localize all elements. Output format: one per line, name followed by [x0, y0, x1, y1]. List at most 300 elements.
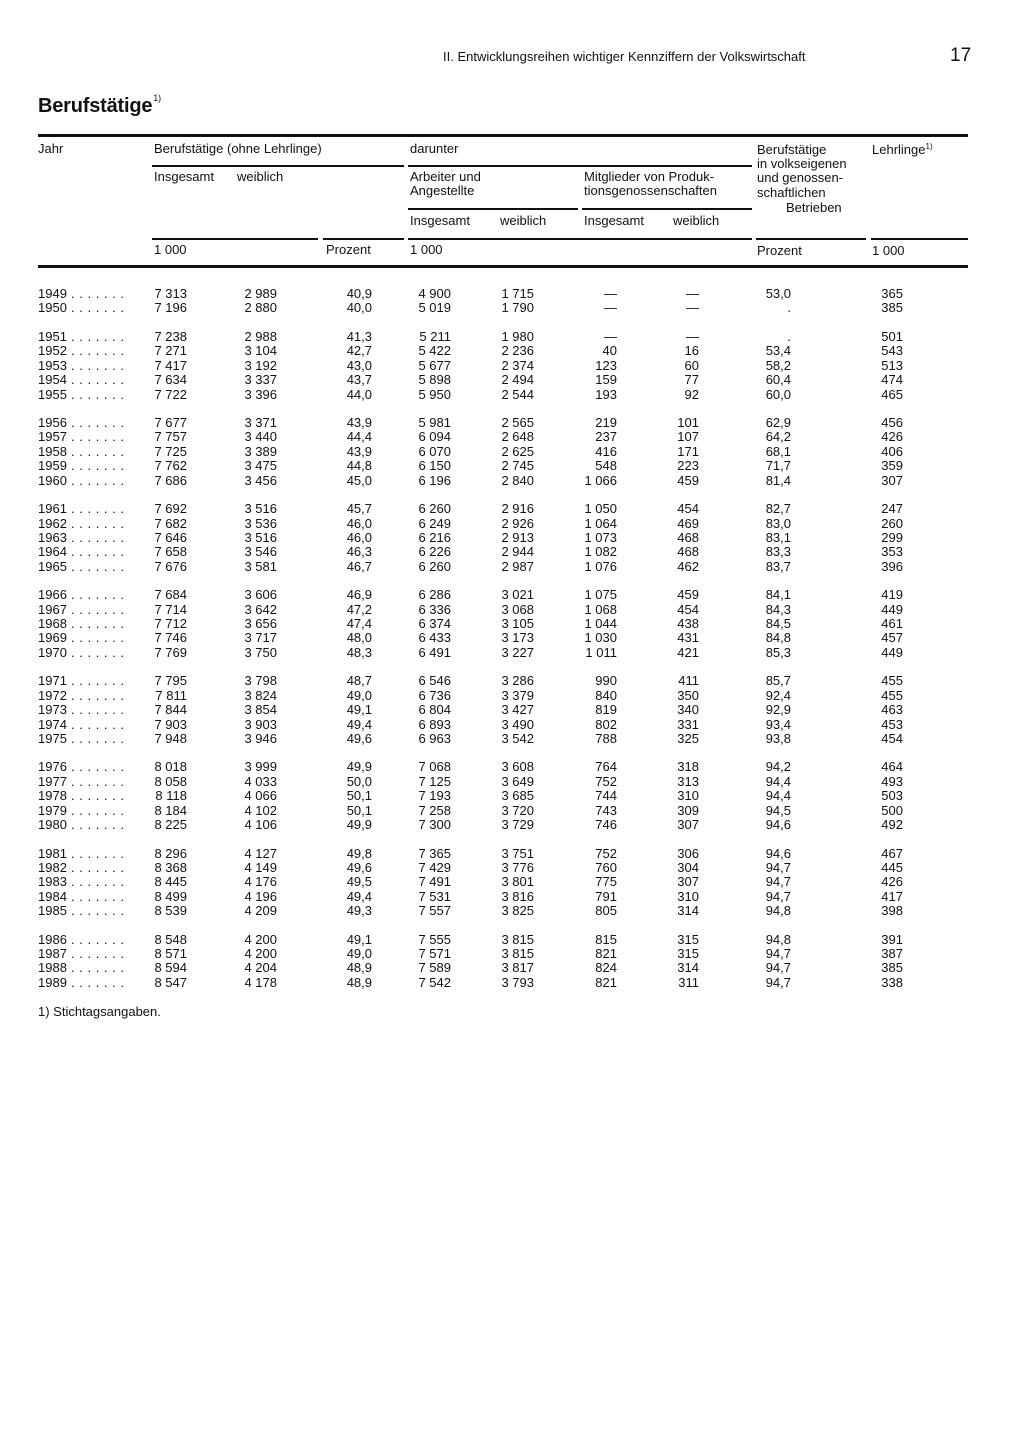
table-row	[0, 430, 1024, 444]
cell-mg-weiblich: 309	[677, 802, 699, 818]
cell-ab-insgesamt: 6 374	[418, 616, 451, 631]
cell-ab-insgesamt: 7 491	[418, 874, 451, 890]
cell-mg-insgesamt: 1 066	[584, 472, 617, 488]
cell-ab-insgesamt: 6 491	[418, 644, 451, 660]
cell-insgesamt: 8 548	[154, 931, 187, 947]
col-bv-line-1: Berufstätige	[757, 142, 827, 157]
col-mitglieder-line-1: Mitglieder von Produk-	[584, 169, 715, 184]
cell-ab-insgesamt: 5 422	[418, 343, 451, 359]
cell-ab-insgesamt: 7 258	[418, 802, 451, 818]
cell-lehrlinge: 461	[881, 616, 903, 631]
cell-insgesamt: 8 571	[154, 946, 187, 961]
cell-mg-insgesamt: 815	[595, 931, 617, 947]
cell-mg-weiblich: 454	[677, 601, 699, 617]
table-row	[0, 617, 1024, 631]
cell-mg-insgesamt: 760	[595, 859, 617, 875]
cell-insgesamt: 7 686	[154, 472, 187, 488]
cell-prozent: 43,7	[346, 372, 372, 388]
cell-ab-insgesamt: 6 963	[418, 730, 451, 746]
cell-weiblich: 3 192	[244, 357, 277, 373]
cell-ab-insgesamt: 5 211	[419, 328, 451, 344]
rule-arbeiter	[408, 208, 578, 210]
row-year: 1978 . . .	[38, 789, 125, 803]
row-year: 1957 . . .	[38, 430, 125, 444]
cell-weiblich: 3 854	[244, 702, 277, 718]
row-year: 1960 . . .	[38, 474, 125, 488]
row-year: 1970 . . .	[38, 646, 125, 660]
lehrlinge-footnote-mark: 1)	[925, 142, 933, 151]
cell-mg-insgesamt: —	[604, 300, 617, 316]
cell-ab-insgesamt: 6 249	[418, 515, 451, 531]
cell-mg-insgesamt: 1 076	[584, 558, 617, 574]
cell-weiblich: 3 475	[244, 458, 277, 474]
cell-insgesamt: 7 658	[154, 544, 187, 560]
cell-insgesamt: 8 594	[154, 960, 187, 976]
rule-unit-1000-b	[408, 238, 752, 240]
cell-weiblich: 4 196	[244, 888, 277, 904]
cell-mg-weiblich: 421	[677, 644, 699, 660]
cell-weiblich: 3 516	[244, 529, 277, 545]
table-row	[0, 416, 1024, 430]
cell-insgesamt: 8 499	[154, 888, 187, 904]
cell-bv-prozent: 83,0	[765, 515, 791, 531]
cell-prozent: 44,0	[346, 386, 372, 402]
cell-ab-weiblich: 3 427	[501, 702, 534, 718]
cell-ab-insgesamt: 7 429	[418, 859, 451, 875]
cell-prozent: 46,0	[346, 529, 372, 545]
row-year: 1972 . . .	[38, 689, 125, 703]
cell-mg-insgesamt: 819	[595, 702, 617, 718]
table-row	[0, 961, 1024, 975]
row-year: 1971 . . .	[38, 674, 125, 688]
cell-insgesamt: 8 547	[154, 974, 187, 990]
cell-insgesamt: 7 757	[154, 429, 187, 445]
cell-weiblich: 3 516	[244, 501, 277, 517]
cell-insgesamt: 7 762	[154, 458, 187, 474]
cell-lehrlinge: 417	[881, 888, 903, 904]
cell-mg-insgesamt: 219	[595, 415, 617, 430]
cell-bv-prozent: 58,2	[765, 357, 791, 373]
col-ab-insgesamt: Insgesamt	[410, 213, 470, 228]
cell-mg-insgesamt: 159	[595, 372, 617, 388]
cell-prozent: 41,3	[346, 328, 372, 344]
col-mg-weiblich: weiblich	[673, 213, 720, 228]
cell-mg-insgesamt: 416	[595, 443, 617, 459]
cell-mg-weiblich: 468	[677, 544, 699, 560]
cell-insgesamt: 7 722	[154, 386, 187, 402]
cell-weiblich: 3 104	[244, 343, 277, 359]
cell-weiblich: 3 440	[244, 429, 277, 445]
cell-lehrlinge: 503	[881, 788, 903, 804]
cell-lehrlinge: 543	[881, 343, 903, 359]
cell-ab-insgesamt: 6 260	[418, 501, 451, 517]
cell-insgesamt: 7 725	[154, 443, 187, 459]
cell-lehrlinge: 307	[881, 472, 903, 488]
table-row	[0, 531, 1024, 545]
cell-ab-insgesamt: 7 300	[418, 817, 451, 832]
cell-prozent: 49,6	[346, 730, 372, 746]
cell-ab-weiblich: 3 021	[501, 587, 534, 603]
cell-mg-weiblich: 459	[677, 472, 699, 488]
cell-lehrlinge: 391	[881, 931, 903, 947]
cell-weiblich: 4 178	[244, 974, 277, 990]
cell-lehrlinge: 299	[881, 529, 903, 545]
cell-weiblich: 3 798	[244, 673, 277, 689]
cell-ab-insgesamt: 7 193	[418, 788, 451, 804]
cell-weiblich: 4 102	[244, 802, 277, 818]
row-year: 1963 . . .	[38, 531, 125, 545]
cell-prozent: 49,9	[346, 759, 372, 775]
cell-prozent: 49,6	[346, 859, 372, 875]
cell-weiblich: 3 337	[244, 372, 277, 388]
cell-insgesamt: 7 238	[154, 328, 187, 344]
cell-mg-weiblich: —	[686, 286, 699, 301]
cell-ab-weiblich: 2 745	[501, 458, 534, 474]
cell-weiblich: 3 546	[244, 544, 277, 560]
cell-lehrlinge: 474	[881, 372, 903, 388]
cell-ab-weiblich: 3 817	[501, 960, 534, 976]
cell-prozent: 50,0	[346, 773, 372, 789]
cell-weiblich: 4 204	[244, 960, 277, 976]
table-row	[0, 330, 1024, 344]
cell-prozent: 49,1	[346, 702, 372, 718]
cell-mg-weiblich: 107	[677, 429, 699, 445]
cell-insgesamt: 7 903	[154, 716, 187, 732]
table-row	[0, 674, 1024, 688]
cell-bv-prozent: .	[787, 300, 791, 316]
cell-mg-insgesamt: 791	[595, 888, 617, 904]
cell-weiblich: 3 717	[244, 630, 277, 646]
cell-ab-insgesamt: 7 125	[418, 773, 451, 789]
cell-prozent: 47,4	[346, 616, 372, 631]
cell-bv-prozent: 94,7	[765, 960, 791, 976]
cell-mg-insgesamt: 990	[595, 673, 617, 689]
cell-prozent: 49,0	[346, 946, 372, 961]
cell-mg-weiblich: 431	[677, 630, 699, 646]
table-row	[0, 718, 1024, 732]
row-year: 1979 . . .	[38, 804, 125, 818]
cell-mg-weiblich: 350	[677, 687, 699, 703]
cell-mg-weiblich: 325	[677, 730, 699, 746]
cell-mg-insgesamt: 821	[595, 946, 617, 961]
cell-lehrlinge: 455	[881, 687, 903, 703]
cell-ab-weiblich: 1 715	[501, 286, 534, 301]
cell-mg-insgesamt: —	[604, 286, 617, 301]
cell-bv-prozent: 94,7	[765, 946, 791, 961]
cell-mg-weiblich: 171	[677, 443, 699, 459]
table-row	[0, 474, 1024, 488]
cell-bv-prozent: 94,6	[765, 845, 791, 861]
cell-prozent: 49,0	[346, 687, 372, 703]
cell-lehrlinge: 454	[881, 730, 903, 746]
row-year: 1973 . . .	[38, 703, 125, 717]
cell-ab-insgesamt: 4 900	[418, 286, 451, 301]
cell-mg-weiblich: —	[686, 328, 699, 344]
table-row	[0, 545, 1024, 559]
cell-mg-weiblich: 314	[677, 960, 699, 976]
table-row	[0, 847, 1024, 861]
col-lehrlinge-label: Lehrlinge	[872, 142, 926, 157]
cell-insgesamt: 8 118	[155, 788, 187, 804]
row-year: 1968 . . .	[38, 617, 125, 631]
cell-mg-insgesamt: 1 011	[585, 644, 617, 660]
cell-mg-insgesamt: 752	[595, 845, 617, 861]
row-year: 1958 . . .	[38, 445, 125, 459]
cell-mg-insgesamt: 123	[595, 357, 617, 373]
cell-ab-insgesamt: 7 531	[418, 888, 451, 904]
rule-unit-prozent-a	[323, 238, 404, 240]
cell-ab-weiblich: 2 374	[501, 357, 534, 373]
cell-lehrlinge: 385	[881, 300, 903, 316]
cell-ab-insgesamt: 7 365	[418, 845, 451, 861]
cell-mg-weiblich: 454	[677, 501, 699, 517]
cell-ab-weiblich: 2 916	[501, 501, 534, 517]
col-bv-line-5: Betrieben	[786, 200, 842, 215]
cell-mg-insgesamt: 1 044	[584, 616, 617, 631]
cell-mg-insgesamt: 840	[595, 687, 617, 703]
page-number: 17	[950, 45, 972, 66]
cell-lehrlinge: 419	[881, 587, 903, 603]
cell-mg-weiblich: 77	[684, 372, 699, 388]
cell-ab-insgesamt: 6 070	[418, 443, 451, 459]
cell-ab-weiblich: 3 801	[501, 874, 534, 890]
cell-insgesamt: 8 225	[154, 817, 187, 832]
cell-lehrlinge: 463	[881, 702, 903, 718]
cell-ab-insgesamt: 7 557	[418, 903, 451, 919]
cell-mg-weiblich: 438	[677, 616, 699, 631]
cell-lehrlinge: 426	[881, 429, 903, 445]
table-row	[0, 890, 1024, 904]
cell-insgesamt: 7 271	[154, 343, 187, 359]
cell-prozent: 45,7	[346, 501, 372, 517]
table-row	[0, 789, 1024, 803]
cell-ab-insgesamt: 5 019	[418, 300, 451, 316]
row-year: 1980 . . .	[38, 818, 125, 832]
cell-prozent: 40,0	[346, 300, 372, 316]
cell-ab-insgesamt: 5 898	[418, 372, 451, 388]
cell-bv-prozent: 94,7	[765, 974, 791, 990]
cell-insgesamt: 7 795	[154, 673, 187, 689]
cell-bv-prozent: 92,9	[765, 702, 791, 718]
table-row	[0, 775, 1024, 789]
cell-bv-prozent: 62,9	[765, 415, 791, 430]
cell-ab-weiblich: 2 625	[501, 443, 534, 459]
table-row	[0, 703, 1024, 717]
cell-mg-insgesamt: 237	[595, 429, 617, 445]
table-row	[0, 760, 1024, 774]
row-year: 1962 . . .	[38, 517, 125, 531]
table-row	[0, 359, 1024, 373]
cell-ab-weiblich: 3 815	[501, 946, 534, 961]
cell-mg-insgesamt: 764	[595, 759, 617, 775]
cell-mg-insgesamt: 1 064	[584, 515, 617, 531]
cell-mg-insgesamt: 1 050	[584, 501, 617, 517]
cell-prozent: 44,4	[346, 429, 372, 445]
page-title-text: Berufstätige	[38, 95, 153, 117]
cell-ab-insgesamt: 7 068	[418, 759, 451, 775]
cell-bv-prozent: 84,3	[765, 601, 791, 617]
row-year: 1984 . . .	[38, 890, 125, 904]
row-year: 1959 . . .	[38, 459, 125, 473]
cell-mg-weiblich: 313	[677, 773, 699, 789]
cell-ab-weiblich: 3 286	[501, 673, 534, 689]
unit-1000-a: 1 000	[154, 242, 187, 257]
cell-lehrlinge: 445	[881, 859, 903, 875]
unit-1000-b: 1 000	[410, 242, 443, 257]
cell-weiblich: 2 988	[244, 328, 277, 344]
cell-weiblich: 4 176	[244, 874, 277, 890]
cell-ab-weiblich: 2 987	[501, 558, 534, 574]
cell-lehrlinge: 353	[881, 544, 903, 560]
cell-ab-insgesamt: 5 981	[418, 415, 451, 430]
row-year: 1955 . . .	[38, 388, 125, 402]
cell-ab-insgesamt: 6 546	[418, 673, 451, 689]
cell-mg-weiblich: 331	[677, 716, 699, 732]
cell-lehrlinge: 464	[881, 759, 903, 775]
cell-lehrlinge: 398	[881, 903, 903, 919]
cell-ab-weiblich: 2 926	[501, 515, 534, 531]
table-row	[0, 301, 1024, 315]
cell-lehrlinge: 260	[881, 515, 903, 531]
row-year: 1989 . . .	[38, 976, 125, 990]
cell-mg-insgesamt: 824	[595, 960, 617, 976]
cell-insgesamt: 7 692	[154, 501, 187, 517]
table-row	[0, 344, 1024, 358]
cell-ab-weiblich: 2 944	[501, 544, 534, 560]
row-year: 1977 . . .	[38, 775, 125, 789]
row-year: 1964 . . .	[38, 545, 125, 559]
cell-bv-prozent: 94,8	[765, 931, 791, 947]
table-row	[0, 603, 1024, 617]
row-year: 1966 . . .	[38, 588, 125, 602]
row-year: 1981 . . .	[38, 847, 125, 861]
cell-insgesamt: 8 539	[154, 903, 187, 919]
table-row	[0, 459, 1024, 473]
cell-ab-weiblich: 3 815	[501, 931, 534, 947]
cell-ab-insgesamt: 6 226	[418, 544, 451, 560]
cell-ab-weiblich: 2 840	[501, 472, 534, 488]
cell-mg-weiblich: 304	[677, 859, 699, 875]
unit-prozent-b: Prozent	[757, 243, 802, 258]
cell-lehrlinge: 387	[881, 946, 903, 961]
cell-ab-weiblich: 2 913	[501, 529, 534, 545]
cell-bv-prozent: 60,0	[765, 386, 791, 402]
row-year: 1985 . . .	[38, 904, 125, 918]
cell-ab-weiblich: 3 542	[501, 730, 534, 746]
cell-weiblich: 4 127	[244, 845, 277, 861]
rule-unit-1000-c	[871, 238, 968, 240]
cell-prozent: 45,0	[346, 472, 372, 488]
cell-lehrlinge: 426	[881, 874, 903, 890]
cell-ab-weiblich: 2 494	[501, 372, 534, 388]
row-year: 1976 . . .	[38, 760, 125, 774]
col-weiblich: weiblich	[237, 169, 284, 184]
cell-ab-weiblich: 3 720	[501, 802, 534, 818]
cell-weiblich: 3 456	[244, 472, 277, 488]
cell-insgesamt: 7 746	[154, 630, 187, 646]
cell-weiblich: 4 066	[244, 788, 277, 804]
cell-lehrlinge: 338	[881, 974, 903, 990]
cell-lehrlinge: 465	[881, 386, 903, 402]
cell-ab-insgesamt: 7 589	[418, 960, 451, 976]
cell-weiblich: 4 200	[244, 946, 277, 961]
cell-prozent: 49,5	[346, 874, 372, 890]
table-row	[0, 388, 1024, 402]
table-row	[0, 560, 1024, 574]
cell-ab-insgesamt: 5 677	[418, 357, 451, 373]
cell-bv-prozent: 53,4	[765, 343, 791, 359]
cell-prozent: 48,3	[346, 644, 372, 660]
table-row	[0, 631, 1024, 645]
cell-prozent: 49,8	[346, 845, 372, 861]
cell-mg-weiblich: 60	[684, 357, 699, 373]
col-bv-line-2: in volkseigenen	[757, 156, 847, 171]
table-row	[0, 947, 1024, 961]
cell-lehrlinge: 513	[881, 357, 903, 373]
cell-ab-weiblich: 3 379	[501, 687, 534, 703]
cell-bv-prozent: 94,7	[765, 874, 791, 890]
row-year: 1969 . . .	[38, 631, 125, 645]
cell-weiblich: 4 200	[244, 931, 277, 947]
col-darunter: darunter	[410, 141, 459, 156]
cell-bv-prozent: 84,8	[765, 630, 791, 646]
cell-bv-prozent: 68,1	[765, 443, 791, 459]
cell-weiblich: 3 656	[244, 616, 277, 631]
table-row	[0, 904, 1024, 918]
cell-bv-prozent: .	[787, 328, 791, 344]
table-row	[0, 875, 1024, 889]
cell-ab-weiblich: 3 776	[501, 859, 534, 875]
cell-insgesamt: 7 634	[154, 372, 187, 388]
cell-insgesamt: 7 712	[154, 616, 187, 631]
cell-insgesamt: 7 714	[154, 601, 187, 617]
cell-weiblich: 3 536	[244, 515, 277, 531]
cell-ab-insgesamt: 6 150	[418, 458, 451, 474]
cell-ab-insgesamt: 5 950	[418, 386, 451, 402]
cell-lehrlinge: 449	[881, 644, 903, 660]
cell-ab-weiblich: 3 490	[501, 716, 534, 732]
row-year: 1951 . . .	[38, 330, 125, 344]
cell-lehrlinge: 457	[881, 630, 903, 646]
cell-lehrlinge: 406	[881, 443, 903, 459]
cell-lehrlinge: 453	[881, 716, 903, 732]
cell-mg-weiblich: 468	[677, 529, 699, 545]
table-row	[0, 804, 1024, 818]
cell-insgesamt: 7 844	[154, 702, 187, 718]
cell-weiblich: 2 989	[244, 286, 277, 301]
cell-mg-insgesamt: —	[604, 328, 617, 344]
cell-insgesamt: 7 682	[154, 515, 187, 531]
cell-bv-prozent: 94,5	[765, 802, 791, 818]
cell-mg-insgesamt: 1 030	[584, 630, 617, 646]
row-year: 1974 . . .	[38, 718, 125, 732]
col-insgesamt: Insgesamt	[154, 169, 214, 184]
table-row	[0, 502, 1024, 516]
table-row	[0, 646, 1024, 660]
col-arbeiter-line-2: Angestellte	[410, 183, 475, 198]
cell-lehrlinge: 449	[881, 601, 903, 617]
cell-lehrlinge: 247	[881, 501, 903, 517]
cell-mg-insgesamt: 821	[595, 974, 617, 990]
cell-ab-weiblich: 3 793	[501, 974, 534, 990]
rule-unit-prozent-b	[756, 238, 866, 240]
cell-bv-prozent: 84,1	[765, 587, 791, 603]
cell-mg-weiblich: 469	[677, 515, 699, 531]
table-row	[0, 445, 1024, 459]
table-row	[0, 517, 1024, 531]
cell-prozent: 49,4	[346, 716, 372, 732]
cell-prozent: 49,9	[346, 817, 372, 832]
